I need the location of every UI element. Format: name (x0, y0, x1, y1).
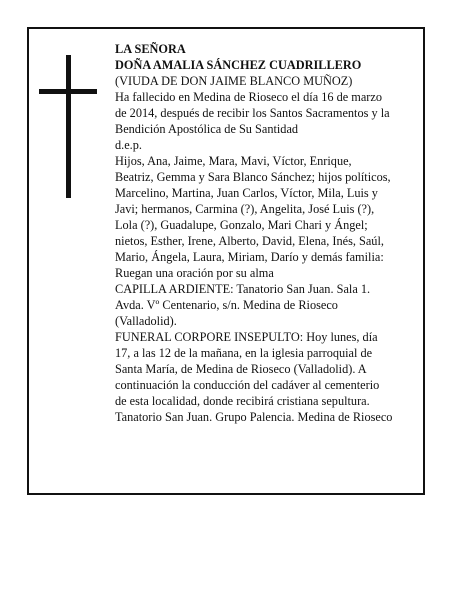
notice-line: continuación la conducción del cadáver al cementerio (115, 378, 380, 392)
notice-line: de 2014, después de recibir los Santos Sacramentos y la (115, 106, 390, 120)
notice-line: Tanatorio San Juan. Grupo Palencia. Medina de Rioseco (115, 410, 393, 424)
notice-line: Avda. Vº Centenario, s/n. Medina de Rioseco (115, 298, 338, 312)
notice-line: Beatriz, Gemma y Sara Blanco Sánchez; hijos políticos, (115, 170, 391, 184)
notice-line: nietos, Esther, Irene, Alberto, David, Elena, Inés, Saúl, (115, 234, 384, 248)
notice-line: Javi; hermanos, Carmina (?), Angelita, José Luis (?), (115, 202, 375, 216)
notice-line: Lola (?), Guadalupe, Gonzalo, Mari Chari y Ángel; (115, 218, 368, 232)
notice-line: d.e.p. (115, 138, 142, 152)
notice-line: LA SEÑORA (115, 42, 186, 56)
notice-line: de esta localidad, donde recibirá cristiana sepultura. (115, 394, 370, 408)
obituary-frame (27, 27, 425, 495)
notice-line: (VIUDA DE DON JAIME BLANCO MUÑOZ) (115, 74, 353, 88)
notice-line: FUNERAL CORPORE INSEPULTO: Hoy lunes, día (115, 330, 378, 344)
notice-line: Bendición Apostólica de Su Santidad (115, 122, 299, 136)
latin-cross-icon (39, 55, 97, 198)
notice-line: Marcelino, Martina, Juan Carlos, Víctor, Mila, Luis y (115, 186, 378, 200)
cross-horizontal-bar (39, 89, 97, 94)
notice-line: Mario, Ángela, Laura, Miriam, Darío y demás familia: (115, 250, 384, 264)
notice-line: Ha fallecido en Medina de Rioseco el día 16 de marzo (115, 90, 383, 104)
cross-vertical-bar (66, 55, 71, 198)
obituary-text (115, 41, 425, 425)
notice-line: Santa María, de Medina de Rioseco (Valladolid). A (115, 362, 367, 376)
notice-line: Ruegan una oración por su alma (115, 266, 274, 280)
notice-line: 17, a las 12 de la mañana, en la iglesia parroquial de (115, 346, 373, 360)
notice-line: (Valladolid). (115, 314, 177, 328)
notice-line: CAPILLA ARDIENTE: Tanatorio San Juan. Sala 1. (115, 282, 371, 296)
notice-line: DOÑA AMALIA SÁNCHEZ CUADRILLERO (115, 58, 362, 72)
notice-line: Hijos, Ana, Jaime, Mara, Mavi, Víctor, Enrique, (115, 154, 352, 168)
